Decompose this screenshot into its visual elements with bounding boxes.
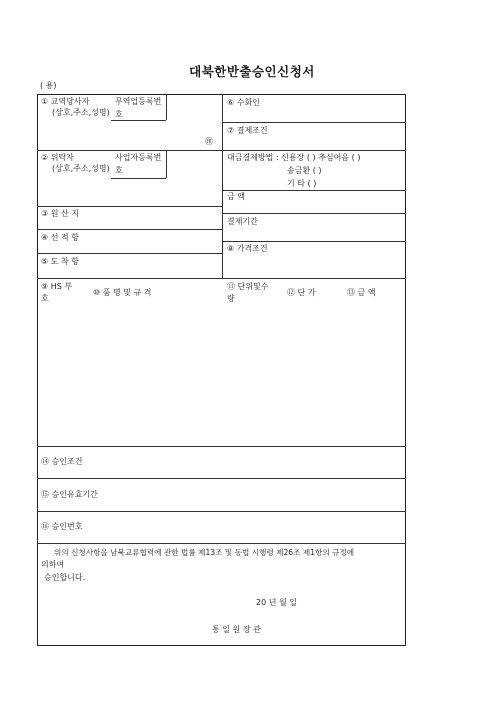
statement-line-3: 승인합니다. bbox=[44, 573, 86, 582]
payment-transfer-option: 송금환 ( ) bbox=[287, 166, 322, 175]
row-divider bbox=[37, 278, 406, 279]
approval-conditions-label: ⑭ 승인조건 bbox=[41, 457, 83, 466]
business-registration-label: 사업자등록번 bbox=[115, 153, 162, 162]
statement-line-2: 의하여 bbox=[41, 560, 65, 569]
business-registration-label-cont: 호 bbox=[115, 166, 123, 175]
receipt-number: ( 용) bbox=[40, 81, 57, 90]
row-divider bbox=[37, 229, 222, 230]
consignor-sub-label: (상호,주소,성명) bbox=[52, 164, 110, 173]
box-line bbox=[111, 120, 166, 121]
row-divider bbox=[222, 122, 406, 123]
trade-registration-label: 무역업등록번 bbox=[115, 97, 162, 106]
payment-method-label: 대금결제방법 : 신용장 ( ) 추심어음 ( ) bbox=[227, 153, 361, 162]
document-title: 대북한반출승인신청서 bbox=[189, 64, 315, 79]
payment-other-option: 기 타 ( ) bbox=[287, 179, 317, 188]
goods-spec-header: ⑩ 품 명 및 규 격 bbox=[93, 288, 152, 297]
hs-code-header: ⑨ HS 부 bbox=[41, 282, 73, 291]
box-line bbox=[111, 178, 166, 179]
loading-port-label: ④ 선 적 항 bbox=[41, 233, 79, 242]
column-divider bbox=[222, 94, 223, 278]
row-divider bbox=[37, 446, 406, 447]
amount-label: 금 액 bbox=[227, 192, 245, 201]
hs-code-header-cont: 호 bbox=[41, 294, 49, 303]
row-divider bbox=[222, 241, 406, 242]
approval-validity-label: ⑮ 승인유효기간 bbox=[41, 490, 98, 499]
quantity-header: ⑪ 단위및수 bbox=[227, 282, 269, 291]
destination-port-label: ⑤ 도 착 항 bbox=[41, 257, 79, 266]
row-divider bbox=[222, 213, 406, 214]
settlement-terms-label: ⑦ 결제조건 bbox=[227, 126, 268, 135]
consignee-label: ⑥ 수화인 bbox=[227, 98, 260, 107]
origin-label: ③ 원 산 지 bbox=[41, 209, 79, 218]
approval-number-label: ⑯ 승인번호 bbox=[41, 522, 83, 531]
box-line bbox=[166, 94, 167, 120]
amount-header: ⑬ 금 액 bbox=[347, 288, 376, 297]
trade-registration-label-cont: 호 bbox=[115, 110, 123, 119]
date-line: 20 년 월 일 bbox=[256, 598, 297, 607]
row-divider bbox=[37, 206, 222, 207]
box-line bbox=[166, 150, 167, 178]
row-divider bbox=[37, 543, 406, 544]
row-divider bbox=[37, 478, 406, 479]
quantity-header-cont: 량 bbox=[227, 294, 235, 303]
trader-sub-label: (상호,주소,성명) bbox=[52, 108, 110, 117]
unit-price-header: ⑫ 단 가 bbox=[287, 288, 316, 297]
settlement-period-label: 결제기간 bbox=[227, 217, 258, 226]
row-divider bbox=[222, 190, 406, 191]
authority-name: 통 일 원 장 관 bbox=[212, 625, 261, 634]
consignor-label: ② 위탁자 bbox=[41, 153, 74, 162]
row-divider bbox=[37, 511, 406, 512]
trader-label: ① 교역당사자 bbox=[41, 97, 90, 106]
row-divider bbox=[37, 253, 222, 254]
price-terms-label: ⑧ 가격조건 bbox=[227, 244, 268, 253]
seal-mark: ㊞ bbox=[205, 137, 213, 146]
statement-line-1: 위의 신청사항을 남북교류협력에 관한 법률 제13조 및 동법 시행령 제26조 제1항의 규정에 bbox=[54, 548, 355, 557]
